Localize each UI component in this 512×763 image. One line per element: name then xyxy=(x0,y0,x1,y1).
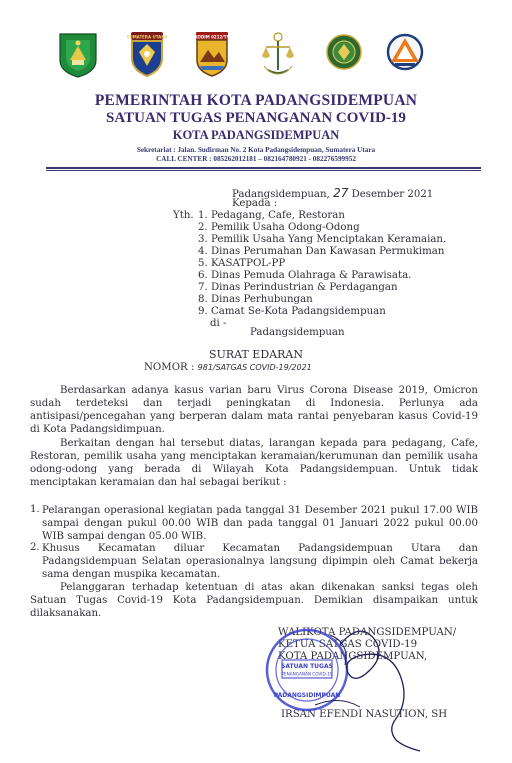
header-rule-thick xyxy=(46,167,481,169)
recipient-item: 7. Dinas Perindustrian & Perdagangan xyxy=(198,282,398,293)
polres-logo xyxy=(127,30,167,78)
letter-title: SURAT EDARAN xyxy=(209,348,303,361)
bpbd-logo xyxy=(385,30,425,78)
paragraph-1: Berdasarkan adanya kasus varian baru Virus Corona Disease 2019, Omicron sudah terdeteksi dan terjadi peningkatan di Indonesia. Perlunya ada antisipasi/pencegahan yang berperan dalam mata rantai penyebaran kasus Covid-19 di Kota Padangsidimpuan. xyxy=(30,385,478,435)
kejaksaan-logo xyxy=(258,30,298,78)
header-government-name: PEMERINTAH KOTA PADANGSIDEMPUAN xyxy=(94,92,418,109)
signature-title-1: WALIKOTA PADANGSIDEMPUAN/ xyxy=(278,627,457,638)
di-label: di - xyxy=(210,318,227,329)
recipient-item: 9. Camat Se-Kota Padangsidempuan xyxy=(198,306,386,317)
recipient-item: 1. Pedagang, Cafe, Restoran xyxy=(198,210,345,221)
header-city-name: KOTA PADANGSIDEMPUAN xyxy=(172,128,340,142)
recipient-item: 2. Pemilik Usaha Odong-Odong xyxy=(198,222,360,233)
item-1-number: 1. xyxy=(30,504,40,515)
handwritten-signature xyxy=(300,615,430,755)
stamp-text-1: SATUAN TUGAS xyxy=(281,663,333,670)
pemko-padangsidempuan-logo xyxy=(58,30,98,78)
logo-row xyxy=(0,30,512,90)
city-label: Padangsidempuan xyxy=(250,327,345,338)
header-task-force-name: SATUAN TUGAS PENANGANAN COVID-19 xyxy=(106,110,406,126)
recipient-item: 8. Dinas Perhubungan xyxy=(198,294,313,305)
header-address: Sekretariat : Jalan. Sudirman No. 2 Kota Padangsidempuan, Sumatera Utara xyxy=(136,146,376,154)
kodim-logo xyxy=(192,30,232,78)
date-day-handwritten: 27 xyxy=(333,186,349,200)
recipient-item: 4. Dinas Perumahan Dan Kawasan Permukiman xyxy=(198,246,445,257)
signature-title-2: KETUA SATGAS COVID-19 xyxy=(278,639,418,650)
item-1-text: Pelarangan operasional kegiatan pada tanggal 31 Desember 2021 pukul 17.00 WIB sampai dengan pukul 00.00 WIB dan pada tanggal 01 Januari 2022 pukul 00.00 WIB sampai dengan 05.00 WIB. xyxy=(42,505,478,542)
header-call-center: CALL CENTER : 085262012181 – 082164780921 - 082276599952 xyxy=(156,155,356,163)
signatory-name: IRSAN EFENDI NASUTION, SH xyxy=(281,709,448,720)
item-2-number: 2. xyxy=(30,542,40,553)
polres-badge-text: SUMATERA UTARA xyxy=(127,34,167,40)
nomor-label: NOMOR : xyxy=(144,362,195,373)
header-rule-thin xyxy=(46,170,481,171)
paragraph-2: Berkaitan dengan hal tersebut diatas, larangan kepada para pedagang, Cafe, Restoran, pemilik usaha yang menciptakan keramaian/kerumunan dan pemilik usaha odong-odong yang berada di Wilayah Kota Padangsidempuan. Untuk tidak menciptakan keramaian dan hal sebagai berikut : xyxy=(30,438,478,488)
signature-title-3: KOTA PADANGSIDEMPUAN, xyxy=(278,651,428,662)
pengadilan-logo xyxy=(324,30,364,78)
to-label: Kepada : xyxy=(232,198,278,209)
item-2-text: Khusus Kecamatan diluar Kecamatan Padangsidempuan Utara dan Padangsidempuan Selatan operasionalnya langsung dipimpin oleh Camat bekerja sama dengan muspika kecamatan. xyxy=(42,543,478,580)
stamp-text-2: PENANGANAN COVID-19 xyxy=(281,671,333,677)
recipient-item: 5. KASATPOL-PP xyxy=(198,258,286,269)
kodim-badge-text: KODIM 0212/TS xyxy=(194,34,230,40)
recipient-item: 6. Dinas Pemuda Olahraga & Parawisata. xyxy=(198,270,412,281)
stamp-text-3: PADANGSIDIMPUAN xyxy=(273,692,341,699)
recipient-item: 3. Pemilik Usaha Yang Menciptakan Keramaian. xyxy=(198,234,447,245)
paragraph-3: Pelanggaran terhadap ketentuan di atas akan dikenakan sanksi tegas oleh Satuan Tugas Covid-19 Kota Padangsidempuan. Demikian disampaikan untuk dilaksanakan. xyxy=(30,582,478,619)
nomor-value-handwritten: 981/SATGAS COVID-19/2021 xyxy=(197,363,312,372)
date-month-year: Desember 2021 xyxy=(351,189,434,200)
nomor-line xyxy=(144,362,312,374)
place-date-label: Padangsidempuan, xyxy=(232,189,330,200)
yth-label: Yth. xyxy=(173,210,194,221)
